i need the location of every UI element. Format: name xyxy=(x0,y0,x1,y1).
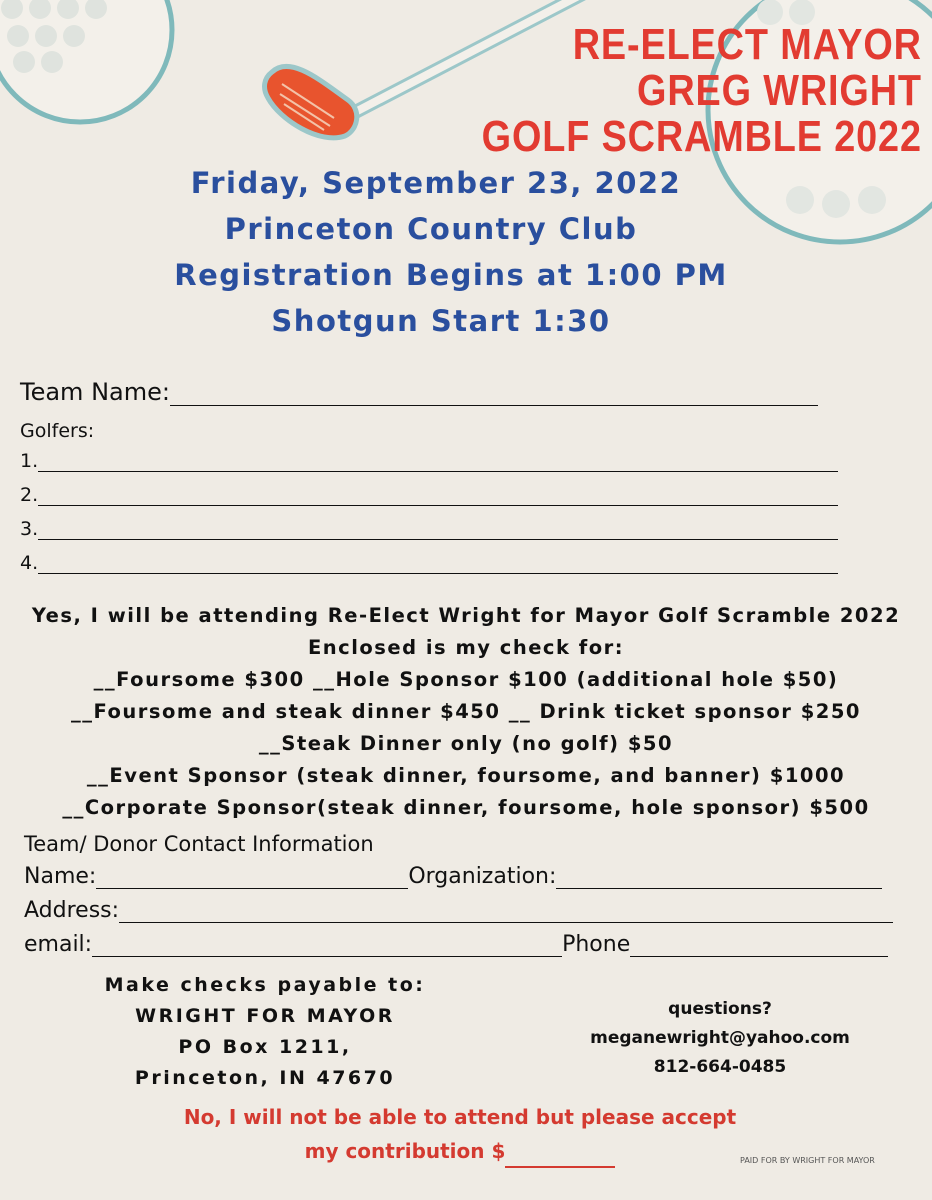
event-registration: Registration Begins at 1:00 PM xyxy=(174,258,728,292)
address-label: Address: xyxy=(24,898,120,923)
team-name-row xyxy=(20,378,818,406)
questions-email[interactable]: meganewright@yahoo.com xyxy=(590,1028,850,1048)
golfer-number: 2. xyxy=(20,484,39,506)
contact-heading: Team/ Donor Contact Information xyxy=(24,832,374,856)
golfer-field-3[interactable] xyxy=(38,521,838,540)
name-field[interactable] xyxy=(96,868,408,889)
organization-field[interactable] xyxy=(556,868,882,889)
golfer-number: 1. xyxy=(20,450,39,472)
questions-heading: questions? xyxy=(668,999,772,1019)
sponsorship-option[interactable]: __Steak Dinner only (no golf) $50 xyxy=(258,732,674,755)
decline-line-2 xyxy=(90,1134,830,1168)
event-venue: Princeton Country Club xyxy=(224,212,638,246)
contribution-label: my contribution $ xyxy=(304,1139,506,1163)
attendance-section xyxy=(0,600,932,824)
team-name-label: Team Name: xyxy=(20,378,170,406)
payable-section xyxy=(70,970,460,1094)
city: Princeton, IN 47670 xyxy=(134,1067,396,1089)
paid-for-disclaimer: PAID FOR BY WRIGHT FOR MAYOR xyxy=(740,1156,875,1165)
golfer-row xyxy=(20,484,838,506)
phone-label: Phone xyxy=(562,932,631,957)
title-line-3: GOLF SCRAMBLE 2022 xyxy=(481,112,922,161)
phone-field[interactable] xyxy=(630,936,888,957)
event-date: Friday, September 23, 2022 xyxy=(190,166,682,200)
golfer-row xyxy=(20,518,838,540)
title-line-2: GREG WRIGHT xyxy=(637,66,922,115)
event-start: Shotgun Start 1:30 xyxy=(271,304,611,338)
event-title xyxy=(482,22,922,160)
golfer-row xyxy=(20,552,838,574)
golfers-label: Golfers: xyxy=(20,420,95,442)
decline-section xyxy=(90,1100,830,1168)
golfer-row xyxy=(20,450,838,472)
golfer-field-1[interactable] xyxy=(38,453,838,472)
golfer-number: 3. xyxy=(20,518,39,540)
team-name-field[interactable] xyxy=(170,385,818,406)
payable-heading: Make checks payable to: xyxy=(104,974,426,996)
golfer-field-2[interactable] xyxy=(38,487,838,506)
address-field[interactable] xyxy=(119,902,893,923)
contribution-field[interactable] xyxy=(505,1144,615,1168)
decline-line-1: No, I will not be able to attend but please accept xyxy=(183,1105,737,1129)
event-details xyxy=(0,160,932,344)
attendance-yes-line: Yes, I will be attending Re-Elect Wright for Mayor Golf Scramble 2022 xyxy=(31,604,901,627)
attendance-enclosed: Enclosed is my check for: xyxy=(307,636,625,659)
sponsorship-option[interactable]: __Event Sponsor (steak dinner, foursome, and banner) $1000 xyxy=(86,764,846,787)
golfer-field-4[interactable] xyxy=(38,555,838,574)
organization-label: Organization: xyxy=(408,864,557,889)
golf-ball-left-icon xyxy=(0,0,172,122)
payee: WRIGHT FOR MAYOR xyxy=(135,1005,395,1027)
sponsorship-option[interactable]: __Corporate Sponsor(steak dinner, foursome, hole sponsor) $500 xyxy=(62,796,870,819)
email-field[interactable] xyxy=(92,936,562,957)
title-line-1: RE-ELECT MAYOR xyxy=(572,20,922,69)
sponsorship-option[interactable]: __Foursome $300 __Hole Sponsor $100 (additional hole $50) xyxy=(93,668,839,691)
contact-name-row xyxy=(24,864,882,889)
email-label: email: xyxy=(24,932,93,957)
po-box: PO Box 1211, xyxy=(178,1036,352,1058)
golfer-number: 4. xyxy=(20,552,39,574)
contact-email-row xyxy=(24,932,888,957)
contact-address-row xyxy=(24,898,893,923)
sponsorship-option[interactable]: __Foursome and steak dinner $450 __ Drink ticket sponsor $250 xyxy=(70,700,861,723)
questions-phone[interactable]: 812-664-0485 xyxy=(653,1057,787,1077)
questions-section xyxy=(560,995,880,1082)
name-label: Name: xyxy=(24,864,97,889)
